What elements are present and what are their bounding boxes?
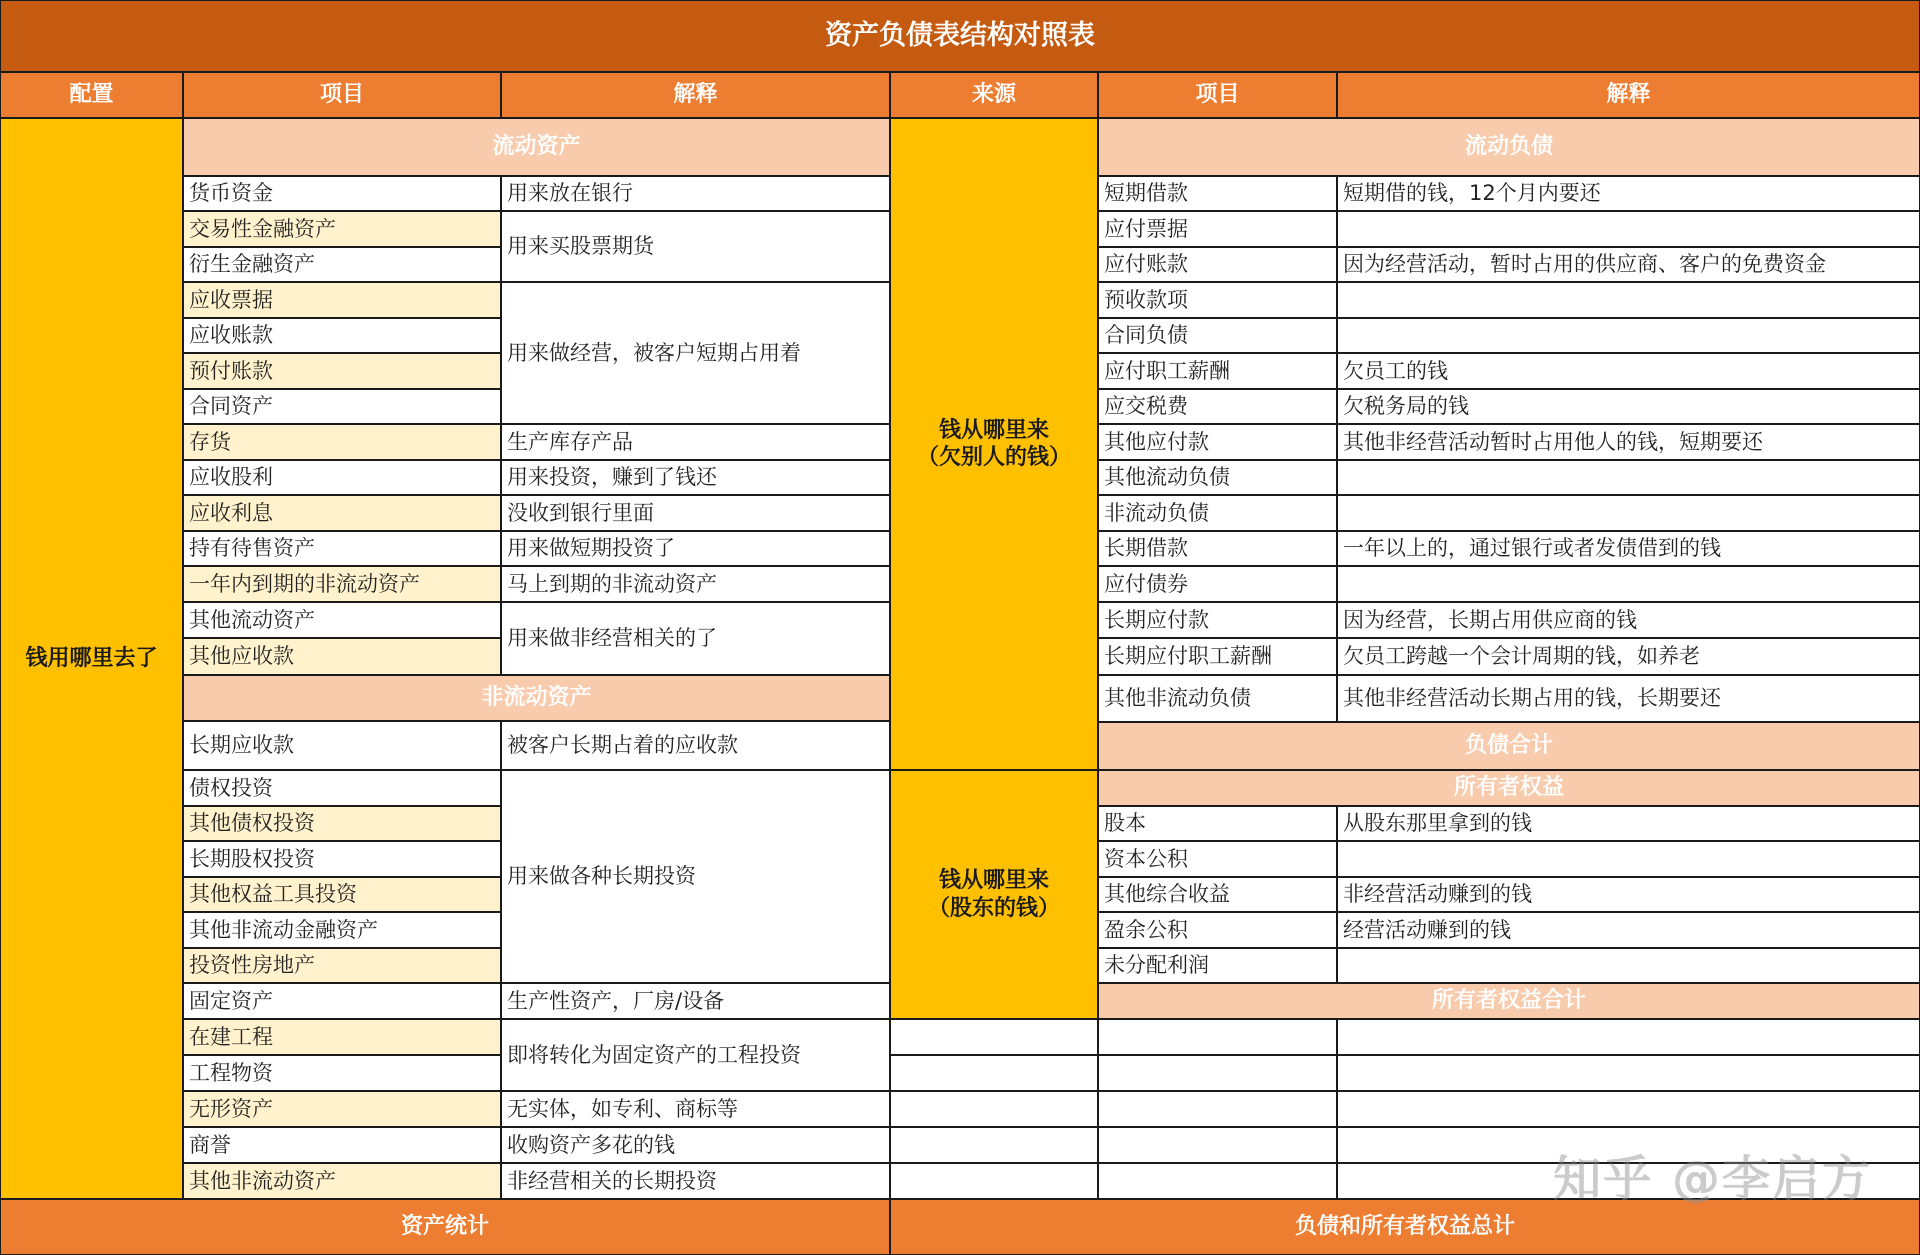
asset-explanation: 用来做短期投资了	[501, 531, 890, 566]
asset-explanation: 即将转化为固定资产的工程投资	[501, 1019, 890, 1091]
asset-item: 其他非流动金融资产	[183, 912, 501, 948]
header-config: 配置	[0, 72, 183, 118]
liability-explanation: 短期借的钱，12个月内要还	[1337, 176, 1920, 211]
section-equity-total: 所有者权益合计	[1098, 983, 1920, 1019]
liability-explanation	[1337, 495, 1920, 531]
asset-item: 应收账款	[183, 318, 501, 353]
liability-item: 其他非流动负债	[1098, 675, 1337, 722]
liability-explanation	[1337, 566, 1920, 602]
asset-item: 其他债权投资	[183, 806, 501, 841]
asset-explanation: 没收到银行里面	[501, 495, 890, 531]
asset-item: 预付账款	[183, 353, 501, 389]
asset-item: 商誉	[183, 1127, 501, 1163]
asset-explanation: 用来投资，赚到了钱还	[501, 460, 890, 495]
asset-explanation: 用来买股票期货	[501, 211, 890, 282]
liability-explanation	[1337, 318, 1920, 353]
empty-cell	[890, 1055, 1098, 1091]
footer-assets-total: 资产统计	[0, 1199, 890, 1255]
asset-item: 其他权益工具投资	[183, 877, 501, 912]
liability-item: 其他应付款	[1098, 424, 1337, 460]
source-equity: 钱从哪里来 （股东的钱）	[890, 770, 1098, 1019]
asset-explanation: 用来做各种长期投资	[501, 770, 890, 983]
footer-liab-equity-total: 负债和所有者权益总计	[890, 1199, 1920, 1255]
asset-item: 货币资金	[183, 176, 501, 211]
watermark: 知乎 @李启方	[1553, 1151, 1872, 1207]
liability-item: 短期借款	[1098, 176, 1337, 211]
asset-explanation: 生产库存产品	[501, 424, 890, 460]
header-explain-left: 解释	[501, 72, 890, 118]
empty-cell	[890, 1163, 1098, 1199]
liability-explanation	[1337, 460, 1920, 495]
empty-cell	[890, 1127, 1098, 1163]
equity-explanation: 从股东那里拿到的钱	[1337, 806, 1920, 841]
liability-item: 预收款项	[1098, 282, 1337, 318]
empty-cell	[1337, 1055, 1920, 1091]
asset-explanation: 用来做经营，被客户短期占用着	[501, 282, 890, 424]
equity-explanation: 经营活动赚到的钱	[1337, 912, 1920, 948]
liability-item: 应付账款	[1098, 247, 1337, 282]
asset-item: 应收股利	[183, 460, 501, 495]
equity-explanation	[1337, 948, 1920, 983]
empty-cell	[1337, 1019, 1920, 1055]
liability-explanation: 其他非经营活动长期占用的钱，长期要还	[1337, 675, 1920, 722]
equity-item: 未分配利润	[1098, 948, 1337, 983]
section-equity: 所有者权益	[1098, 770, 1920, 806]
asset-item: 衍生金融资产	[183, 247, 501, 282]
liability-item: 非流动负债	[1098, 495, 1337, 531]
header-item-left: 项目	[183, 72, 501, 118]
asset-item: 持有待售资产	[183, 531, 501, 566]
equity-item: 股本	[1098, 806, 1337, 841]
asset-item: 无形资产	[183, 1091, 501, 1127]
asset-item: 工程物资	[183, 1055, 501, 1091]
source-debt: 钱从哪里来 （欠别人的钱）	[890, 118, 1098, 770]
asset-item: 长期应收款	[183, 721, 501, 770]
liability-explanation: 欠税务局的钱	[1337, 389, 1920, 424]
equity-item: 其他综合收益	[1098, 877, 1337, 912]
side-label-uses: 钱用哪里去了	[0, 118, 183, 1199]
asset-explanation: 无实体，如专利、商标等	[501, 1091, 890, 1127]
liability-item: 应付职工薪酬	[1098, 353, 1337, 389]
liability-explanation	[1337, 211, 1920, 247]
empty-cell	[1098, 1019, 1337, 1055]
asset-item: 存货	[183, 424, 501, 460]
asset-item: 投资性房地产	[183, 948, 501, 983]
asset-item: 债权投资	[183, 770, 501, 806]
section-current-liabilities: 流动负债	[1098, 118, 1920, 176]
empty-cell	[1098, 1091, 1337, 1127]
section-liabilities-total: 负债合计	[1098, 722, 1920, 770]
section-current-assets: 流动资产	[183, 118, 890, 176]
asset-item: 其他应收款	[183, 638, 501, 675]
asset-explanation: 马上到期的非流动资产	[501, 566, 890, 602]
header-item-right: 项目	[1098, 72, 1337, 118]
header-explain-right: 解释	[1337, 72, 1920, 118]
liability-item: 其他流动负债	[1098, 460, 1337, 495]
equity-item: 资本公积	[1098, 841, 1337, 877]
liability-item: 应付债券	[1098, 566, 1337, 602]
header-source: 来源	[890, 72, 1098, 118]
empty-cell	[1337, 1091, 1920, 1127]
liability-explanation: 欠员工的钱	[1337, 353, 1920, 389]
asset-explanation: 被客户长期占着的应收款	[501, 721, 890, 770]
asset-item: 应收利息	[183, 495, 501, 531]
asset-explanation: 非经营相关的长期投资	[501, 1163, 890, 1199]
liability-explanation: 欠员工跨越一个会计周期的钱，如养老	[1337, 638, 1920, 675]
asset-item: 交易性金融资产	[183, 211, 501, 247]
liability-item: 应交税费	[1098, 389, 1337, 424]
liability-item: 长期应付款	[1098, 602, 1337, 638]
equity-explanation	[1337, 841, 1920, 877]
asset-explanation: 用来放在银行	[501, 176, 890, 211]
asset-item: 其他流动资产	[183, 602, 501, 638]
asset-item: 一年内到期的非流动资产	[183, 566, 501, 602]
asset-explanation: 收购资产多花的钱	[501, 1127, 890, 1163]
liability-item: 应付票据	[1098, 211, 1337, 247]
empty-cell	[1098, 1055, 1337, 1091]
empty-cell	[1098, 1127, 1337, 1163]
liability-explanation: 其他非经营活动暂时占用他人的钱，短期要还	[1337, 424, 1920, 460]
asset-item: 在建工程	[183, 1019, 501, 1055]
asset-item: 应收票据	[183, 282, 501, 318]
equity-item: 盈余公积	[1098, 912, 1337, 948]
asset-item: 合同资产	[183, 389, 501, 424]
asset-item: 其他非流动资产	[183, 1163, 501, 1199]
liability-explanation: 一年以上的，通过银行或者发债借到的钱	[1337, 531, 1920, 566]
liability-item: 长期借款	[1098, 531, 1337, 566]
empty-cell	[1098, 1163, 1337, 1199]
empty-cell	[890, 1091, 1098, 1127]
empty-cell	[890, 1019, 1098, 1055]
equity-explanation: 非经营活动赚到的钱	[1337, 877, 1920, 912]
table-title: 资产负债表结构对照表	[0, 0, 1920, 72]
liability-explanation	[1337, 282, 1920, 318]
liability-item: 合同负债	[1098, 318, 1337, 353]
liability-explanation: 因为经营，长期占用供应商的钱	[1337, 602, 1920, 638]
liability-explanation: 因为经营活动，暂时占用的供应商、客户的免费资金	[1337, 247, 1920, 282]
liability-item: 长期应付职工薪酬	[1098, 638, 1337, 675]
asset-explanation: 用来做非经营相关的了	[501, 602, 890, 675]
asset-item: 长期股权投资	[183, 841, 501, 877]
asset-item: 固定资产	[183, 983, 501, 1019]
section-noncurrent-assets: 非流动资产	[183, 675, 890, 721]
asset-explanation: 生产性资产，厂房/设备	[501, 983, 890, 1019]
